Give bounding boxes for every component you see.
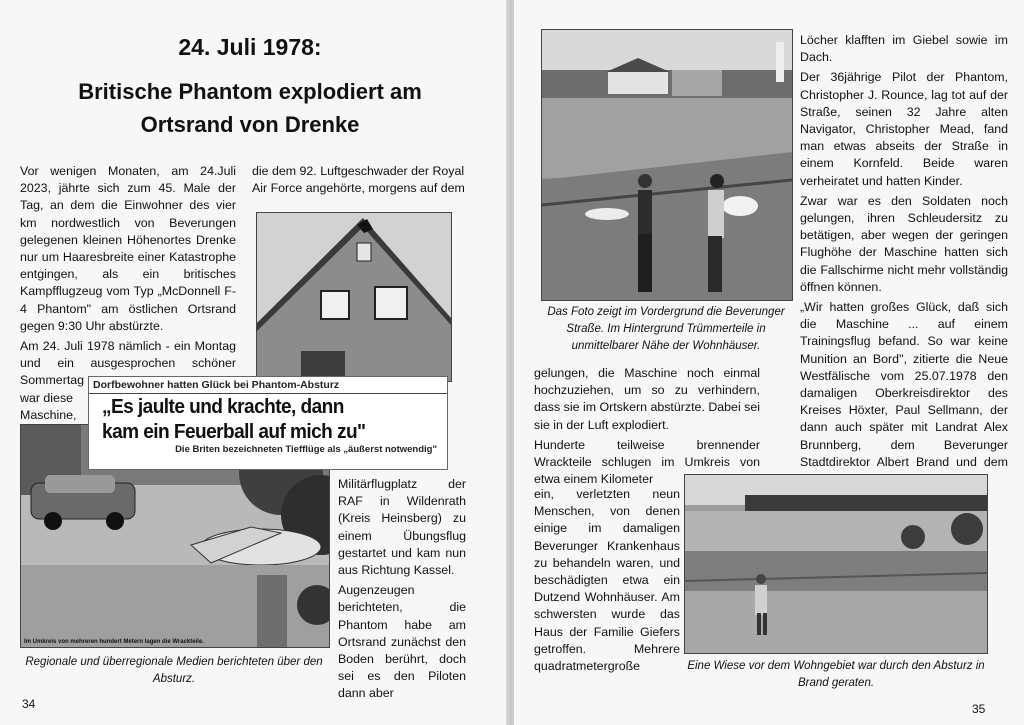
right-page: [514, 0, 1024, 725]
date-paragraph: Am 24. Juli 1978 nämlich - ein Montag und ein ausgesprochen schöner Sommertag: [20, 339, 236, 388]
holes-paragraph: Löcher klafften im Giebel sowie im Dach.: [800, 33, 1008, 65]
burnt-meadow-photo: [684, 474, 988, 654]
meadow-photo-caption: Eine Wiese vor dem Wohngebiet war durch den Absturz in Brand geraten.: [687, 660, 985, 689]
photo-tiny-caption: Im Umkreis von mehreren hundert Metern lagen die Wrackteile.: [24, 639, 204, 645]
pullup-paragraph: gelungen, die Maschine noch einmal hochzuziehen, um so zu verhindern, dass sie im Ortskern abstürzte. Dabei sei sie in der Luft explodiert.: [534, 366, 760, 432]
clipping-subline: Die Briten bezeichneten Tiefflüge als „äußerst notwendig": [175, 444, 437, 455]
right-column-top: [252, 163, 466, 197]
middle-column-narrow: [534, 486, 680, 675]
article-title: [60, 32, 440, 141]
damage-paragraph: ein, verletzten neun Menschen, von denen einige im damaligen Beverunger Krankenhaus zu behandeln waren, und beschädigten etwa ein Dutzend Wohnhäuser. Am schwersten wurde das Haus der Familie Giefers getroffen. Mehrere quadratmetergroße: [534, 487, 680, 674]
eyewitness-paragraph: Augenzeugen berichteten, die Phantom habe am Ortsrand zunächst den Boden berührt, doch sei es den Piloten dann aber: [338, 583, 466, 701]
pilot-paragraph: Der 36jährige Pilot der Phantom, Christopher J. Rounce, lag tot auf der Straße, seinen 32 Jahre alten Navigator, Christopher Mead, fand man etwas abseits der Straße in einem Kornfeld. Beide waren verheiratet und hatten Kinder.: [800, 70, 1008, 188]
damaged-house-photo: [256, 212, 452, 382]
clipping-headline-1: „Es jaulte und krachte, dann: [102, 395, 344, 418]
street-wreckage-photo: [541, 29, 793, 301]
date-paragraph-continued: war diese: [20, 390, 74, 405]
clipping-headline-2: kam ein Feuerball auf mich zu": [102, 420, 366, 443]
ejection-paragraph: Zwar war es den Soldaten noch gelungen, ihren Schleudersitz zu betätigen, aber wegen der geringen Flughöhe der Maschine hatten sich die Fallschirme nicht mehr vollständig öffnen können.: [800, 193, 1008, 294]
intro-paragraph: Vor wenigen Monaten, am 24.Juli 2023, jährte sich zum 45. Male der Tag, an dem die Einwohner des vier km nordwestlich von Beverungen gelegenen kleinen Höhenortes Drenke nur um Haaresbreite einer Katastrophe entgingen, als ein britisches Kampfflugzeug vom Typ „McDonnell F-4 Phantom" am östlichen Ortsrand gegen 9:30 Uhr abstürzte.: [20, 164, 236, 333]
wreckage-paragraph: Hunderte teilweise brennender Wrackteile schlugen im Umkreis von etwa einem Kilometer: [534, 437, 760, 487]
title-date: 24. Juli 1978:: [178, 34, 322, 60]
title-line-2: Ortsrand von Drenke: [140, 112, 360, 137]
clipping-kicker: Dorfbewohner hatten Glück bei Phantom-Absturz: [89, 377, 447, 394]
street-photo-caption: Das Foto zeigt im Vordergrund die Beverunger Straße. Im Hintergrund Trümmerteile in unmittelbarer Nähe der Wohnhäuser.: [547, 306, 785, 352]
media-caption: Regionale und überregionale Medien berichteten über den Absturz.: [25, 656, 323, 685]
right-column-bottom: [338, 476, 466, 703]
squadron-paragraph: die dem 92. Luftgeschwader der Royal Air Force angehörte, morgens auf dem: [252, 164, 465, 196]
title-line-1: Britische Phantom explodiert am: [78, 79, 422, 104]
date-paragraph-end: Maschine,: [20, 407, 77, 422]
quote-paragraph: „Wir hatten großes Glück, daß sich die Maschine ... auf einem Trainingsflug befand. So war keine Munition an Bord", zitierte die Neue Westfälische vom 25.07.1978 den damaligen Oberkreisdirektor des Kreises Höxter, Paul Sellmann, der dann auch später mit Landrat Alex Brunnberg, dem Beverunger Stadtdirektor Albert Brand und dem: [800, 300, 1008, 469]
left-page: [0, 0, 508, 725]
newspaper-clipping: [88, 376, 448, 470]
airfield-paragraph: Militärflugplatz der RAF in Wildenrath (Kreis Heinsberg) zu einem Übungsflug gestartet und kam nun aus Richtung Kassel.: [338, 477, 466, 578]
middle-column: [534, 365, 760, 488]
page-number-left: 34: [22, 697, 36, 711]
page-number-right: 35: [972, 702, 986, 716]
right-top-column: [800, 32, 1008, 488]
